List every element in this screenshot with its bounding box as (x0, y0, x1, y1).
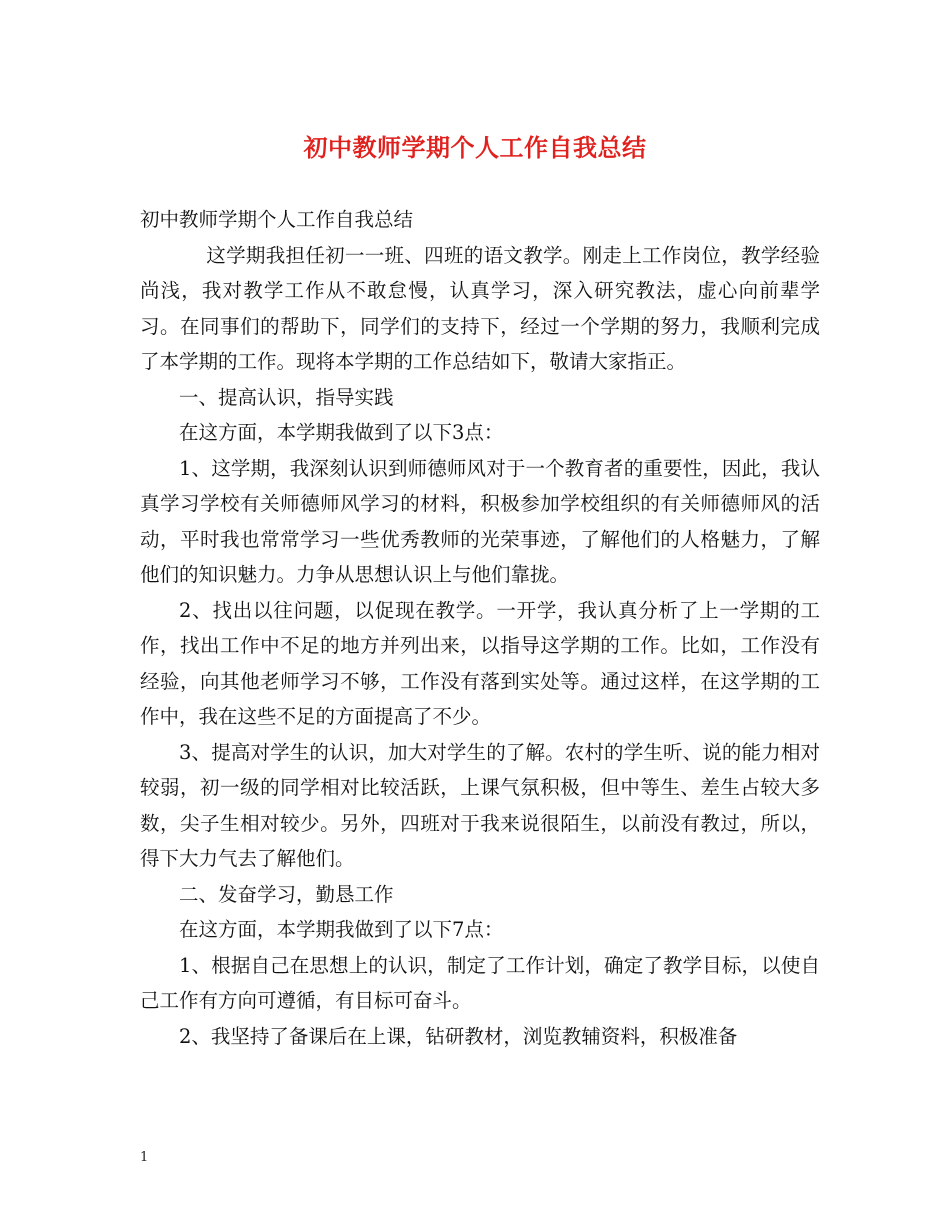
paragraph: 这学期我担任初一一班、四班的语文教学。刚走上工作岗位，教学经验尚浅，我对教学工作从不敢怠慢，认真学习，深入研究教法，虚心向前辈学习。在同事们的帮助下，同学们的支持下，经过一个学期的努力，我顺利完成了本学期的工作。现将本学期的工作总结如下，敬请大家指正。 (140, 243, 820, 373)
paragraph: 2、我坚持了备课后在上课，钻研教材，浏览教辅资料，积极准备 (179, 1024, 738, 1048)
paragraph: 2、找出以往问题，以促现在教学。一开学，我认真分析了上一学期的工作，找出工作中不足的地方并列出来，以指导这学期的工作。比如，工作没有经验，向其他老师学习不够，工作没有落到实处等。通过这样，在这学期的工作中，我在这些不足的方面提高了不少。 (140, 598, 820, 728)
paragraph: 3、提高对学生的认识，加大对学生的了解。农村的学生听、说的能力相对较弱，初一级的同学相对比较活跃，上课气氛积极，但中等生、差生占较大多数，尖子生相对较少。另外，四班对于我来说很陌生，以前没有教过，所以，得下大力气去了解他们。 (140, 740, 820, 870)
section-heading: 一、提高认识，指导实践 (179, 385, 394, 409)
paragraph: 初中教师学期个人工作自我总结 (140, 208, 414, 231)
section-heading: 二、发奋学习，勤恳工作 (179, 882, 394, 906)
paragraph: 1、根据自己在思想上的认识，制定了工作计划，确定了教学目标，以使自己工作有方向可遵循，有目标可奋斗。 (140, 953, 820, 1012)
paragraph: 1、这学期，我深刻认识到师德师风对于一个教育者的重要性，因此，我认真学习学校有关师德师风学习的材料，积极参加学校组织的有关师德师风的活动，平时我也常常学习一些优秀教师的光荣事迹，了解他们的人格魅力，了解他们的知识魅力。力争从思想认识上与他们靠拢。 (140, 456, 820, 586)
document-body (140, 202, 820, 1054)
page-number: 1 (140, 1150, 149, 1165)
paragraph: 在这方面，本学期我做到了以下7点： (179, 918, 504, 941)
paragraph: 在这方面，本学期我做到了以下3点： (179, 421, 504, 444)
document-title: 初中教师学期个人工作自我总结 (303, 133, 647, 162)
